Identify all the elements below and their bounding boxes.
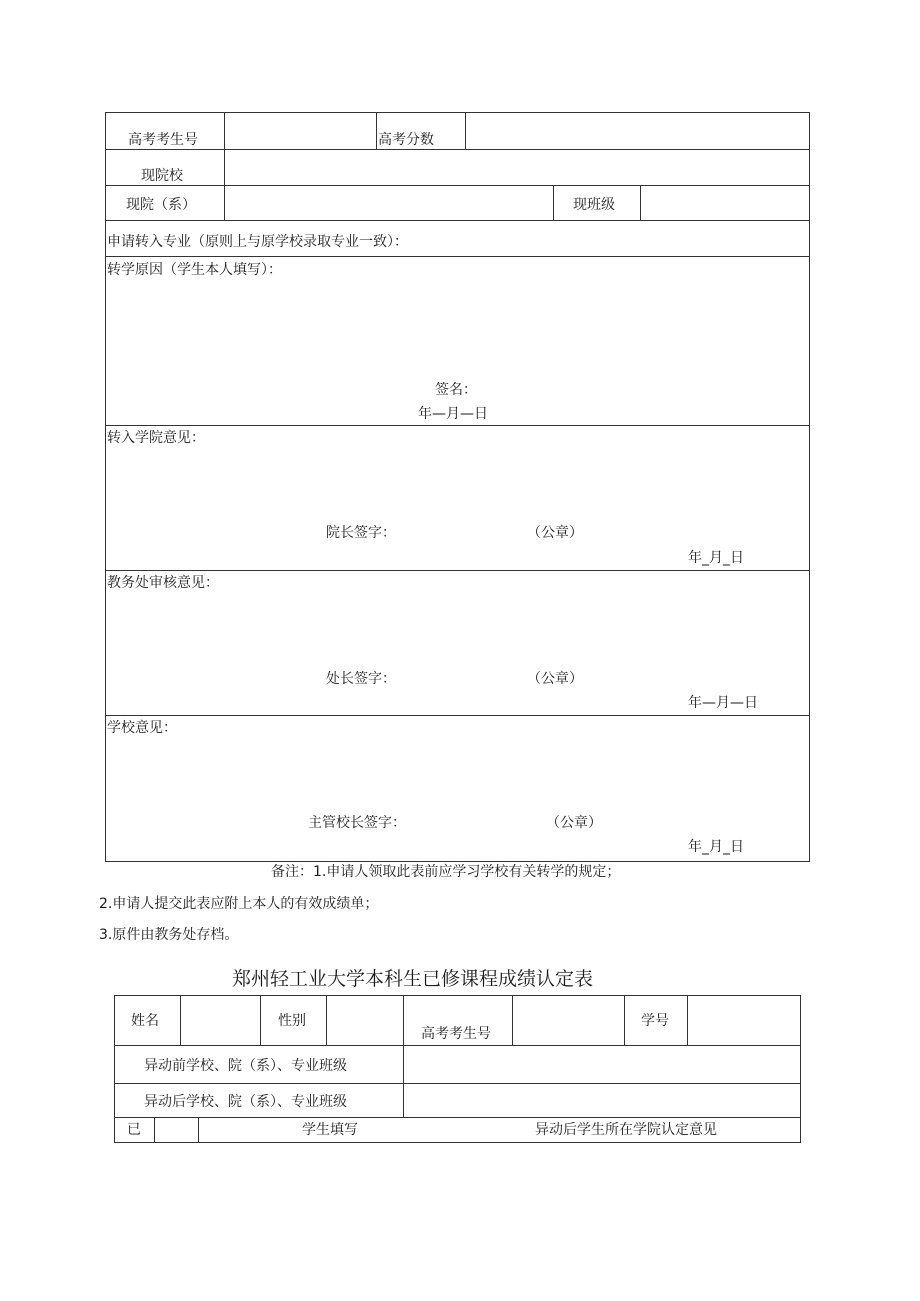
- office-date: 年—月—日: [688, 695, 758, 711]
- after-transfer-field[interactable]: [405, 1085, 799, 1116]
- gender-field[interactable]: [328, 997, 402, 1044]
- transfer-reason-label: 转学原因（学生本人填写）：: [107, 262, 282, 278]
- name-label: 姓名: [131, 1013, 159, 1029]
- reason-date: 年—月—日: [418, 406, 488, 422]
- exam-number-field-2[interactable]: [514, 997, 623, 1044]
- gender-label: 性别: [278, 1013, 306, 1029]
- col-divider: [687, 995, 688, 1045]
- col-divider: [465, 112, 466, 149]
- college-opinion-field[interactable]: [107, 450, 808, 515]
- current-dept-label: 现院（系）: [126, 197, 196, 213]
- exam-number-field[interactable]: [226, 114, 375, 148]
- completed-label: 已: [127, 1122, 141, 1138]
- name-field[interactable]: [182, 997, 259, 1044]
- office-seal: （公章）: [527, 671, 583, 687]
- col-divider: [403, 995, 404, 1117]
- academic-office-field[interactable]: [107, 595, 808, 660]
- col-divider: [553, 185, 554, 220]
- school-seal: （公章）: [546, 815, 602, 831]
- college-date: 年_月_日: [688, 550, 744, 566]
- current-class-label: 现班级: [573, 197, 615, 213]
- school-opinion-label: 学校意见：: [107, 720, 177, 736]
- before-transfer-label: 异动前学校、院（系）、专业班级: [144, 1058, 347, 1074]
- current-school-field[interactable]: [226, 151, 808, 184]
- col-divider: [326, 995, 327, 1045]
- exam-score-field[interactable]: [467, 114, 808, 148]
- dean-signature-label: 院长签字：: [326, 525, 396, 541]
- before-transfer-field[interactable]: [405, 1047, 799, 1082]
- target-major-label: 申请转入专业（原则上与原学校录取专业一致）：: [107, 234, 408, 250]
- college-opinion-label: 转入学院意见：: [107, 430, 205, 446]
- student-number-label: 学号: [641, 1013, 669, 1029]
- row-divider: [114, 1083, 801, 1084]
- student-fill-label: 学生填写: [302, 1122, 358, 1138]
- college-seal: （公章）: [527, 525, 583, 541]
- col-divider: [624, 995, 625, 1045]
- col-divider: [640, 185, 641, 220]
- col-divider: [260, 995, 261, 1045]
- col-divider: [512, 995, 513, 1045]
- exam-number-label-2: 高考考生号: [421, 1026, 491, 1042]
- row-divider: [105, 149, 810, 150]
- row-divider: [105, 256, 810, 257]
- row-divider: [105, 220, 810, 221]
- note-line-1: 备注：1.申请人领取此表前应学习学校有关转学的规定；: [271, 864, 621, 880]
- school-date: 年_月_日: [688, 839, 744, 855]
- current-school-label: 现院校: [141, 168, 183, 184]
- note-line-3: 3.原件由教务处存档。: [99, 927, 239, 943]
- transfer-reason-field[interactable]: [107, 282, 808, 372]
- president-signature-label: 主管校长签字：: [308, 815, 406, 831]
- row-divider: [105, 715, 810, 716]
- academic-office-label: 教务处审核意见：: [107, 575, 219, 591]
- row-divider: [114, 1117, 801, 1118]
- col-divider: [376, 112, 377, 149]
- after-transfer-label: 异动后学校、院（系）、专业班级: [144, 1094, 347, 1110]
- student-number-field[interactable]: [689, 997, 799, 1044]
- college-confirm-label: 异动后学生所在学院认定意见: [535, 1122, 717, 1138]
- current-dept-field[interactable]: [226, 187, 552, 219]
- exam-score-label: 高考分数: [378, 132, 434, 148]
- student-signature-label: 签名：: [435, 382, 477, 398]
- col-divider: [180, 995, 181, 1045]
- exam-number-label: 高考考生号: [128, 132, 198, 148]
- school-opinion-field[interactable]: [107, 740, 808, 805]
- form-title: 郑州轻工业大学本科生已修课程成绩认定表: [232, 969, 594, 990]
- row-divider: [105, 425, 810, 426]
- director-signature-label: 处长签字：: [326, 671, 396, 687]
- col-divider: [198, 1117, 199, 1143]
- row-divider: [105, 570, 810, 571]
- col-divider: [224, 112, 225, 220]
- col-divider: [154, 1117, 155, 1143]
- note-line-2: 2.申请人提交此表应附上本人的有效成绩单；: [99, 896, 379, 912]
- current-class-field[interactable]: [642, 187, 808, 219]
- row-divider: [114, 1045, 801, 1046]
- row-divider: [105, 185, 810, 186]
